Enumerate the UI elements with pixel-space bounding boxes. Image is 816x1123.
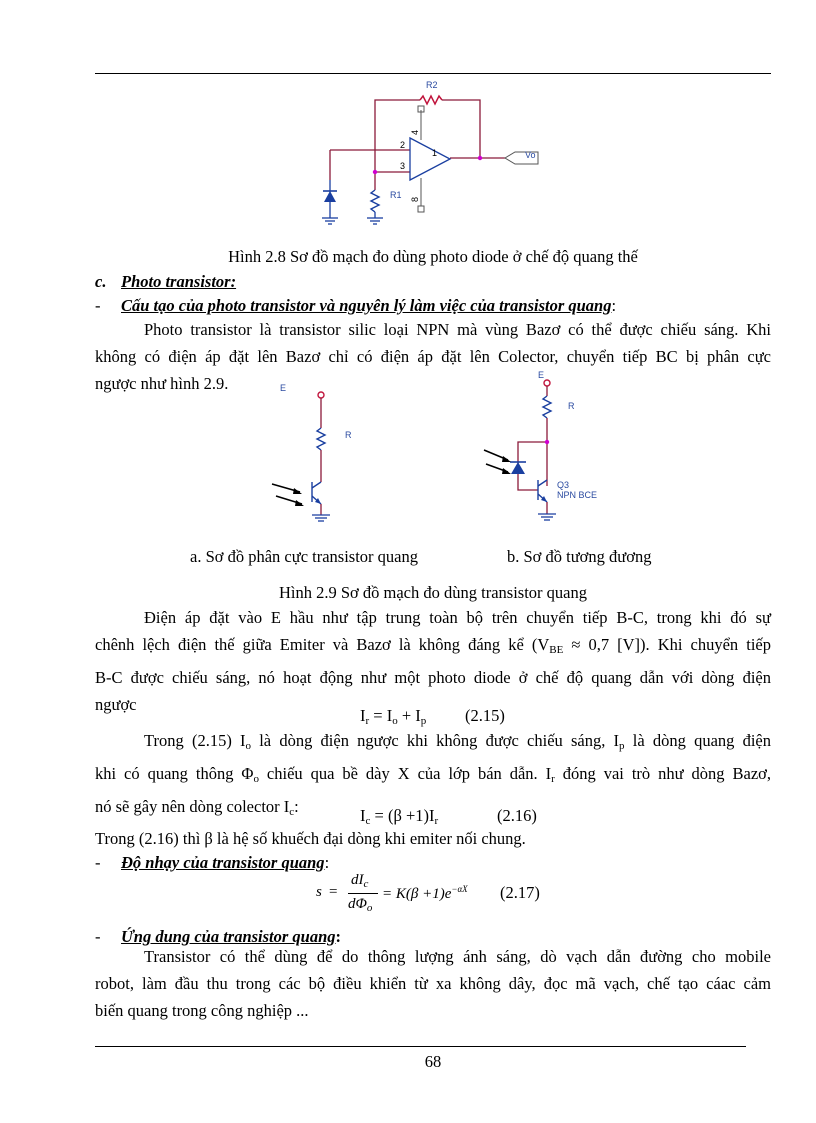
eq217-rhs [382,884,468,903]
eq215-mid-sub: o [392,715,398,727]
label-r-b: R [568,401,575,411]
para1-line3: ngược như hình 2.9. [95,374,229,393]
r1-label: R1 [390,190,402,200]
para3-l3-b: : [294,797,299,816]
para2-line2-a: chênh lệch điện thế giữa Emiter và Bazơ là không đáng kể (V [95,635,550,654]
figure-2-9a-circuit [260,380,380,530]
para3-l2-sub: o [253,773,259,785]
para3-l1-c: là dòng quang điện [624,731,772,750]
label-e-a: E [280,383,287,393]
eq215-plus-sub: p [420,715,427,727]
figure-2-9b-circuit [480,368,620,533]
section-c-title: Photo transistor: [121,272,237,291]
pin-2: 2 [400,140,406,150]
bullet-dash-2: - [95,853,101,872]
paragraph-voltage [95,604,771,718]
para5-line1: Transistor có thể dùng để do thông lượng ánh sáng, dò vạch dẫn đường cho mobile [144,947,771,966]
para2-line2-b: ≈ 0,7 [V]). Khi chuyển tiếp [563,635,771,654]
r2-label: R2 [426,80,438,90]
paragraph-photo-transistor [95,316,771,397]
paragraph-application [95,943,771,1024]
equation-2-15-number: (2.15) [465,706,505,725]
pin-3: 3 [400,161,406,171]
r2-resistor [420,96,442,104]
bullet-structure [95,296,616,316]
eq216-lhs: I [360,806,366,825]
figure-2-8-circuit [320,80,550,230]
pin-8: 8 [410,196,420,202]
para1-line2: không có điện áp đặt lên Bazơ chỉ có điện áp đặt lên Colector, chuyển tiếp BC bị phân cực [95,347,771,366]
para2-line2 [95,631,771,664]
bullet-colon-3: : [335,927,342,946]
pin-1: 1 [432,148,438,158]
equation-2-16 [360,806,438,831]
para3-l2-c: đóng vai trò như dòng Bazơ, [554,764,771,783]
figure-2-9b-subcaption: b. Sơ đồ tương đương [507,547,652,566]
bullet-dash-3: - [95,927,101,946]
para3-line2 [95,760,771,793]
bullet-sensitivity-title: Độ nhạy của transistor quang [121,853,325,872]
bullet-colon-2: : [324,853,330,872]
bullet-colon: : [611,296,617,315]
para3-l2-sub2: r [551,773,555,785]
bullet-application-title: Ứng dung của transistor quang [121,927,336,946]
label-q3: Q3 [557,480,570,490]
para2-line4: ngược [95,695,137,714]
label-r-a: R [345,430,352,440]
photodiode-symbol-b [510,462,526,474]
eq215-plus: + I [397,706,421,725]
resistor-r-a [317,428,325,450]
para2-line1: Điện áp đặt vào E hầu như tập trung toàn bộ trên chuyển tiếp B-C, trong khi đó sự [144,608,771,627]
eq217-fraction-bar [348,893,378,894]
footer-rule [95,1046,746,1047]
para3-l1-sub2: p [619,740,625,752]
para3-l3-sub: c [289,806,295,818]
para3-line1 [95,727,771,760]
para5-line3: biến quang trong công nghiệp ... [95,1001,309,1020]
vo-label: Vo [525,150,536,160]
opamp-triangle [410,138,450,180]
eq217-den: dΦ [348,896,367,912]
para5-line2: robot, làm đầu thu trong các bộ điều khiển từ xa không dây, đọc mã vạch, chế tạo cáac cảm [95,974,771,993]
figure-2-8-caption: Hình 2.8 Sơ đồ mạch đo dùng photo diode ở chế độ quang thế [228,247,638,266]
para3-l2-a: khi có quang thông Φ [95,764,254,783]
header-rule [95,73,771,74]
para1-line1: Photo transistor là transistor silic loại NPN mà vùng Bazơ có thể được chiếu sáng. Khi [144,320,771,339]
eq215-mid: = I [369,706,393,725]
eq217-eq: = [329,884,338,900]
eq215-lhs-sub: r [365,715,370,727]
para3-l2-b: chiếu qua bề dày X của lớp bán dẫn. I [258,764,552,783]
label-e-b: E [538,370,545,380]
vbe-subscript: BE [549,644,564,656]
r1-resistor [371,190,379,212]
page-number: 68 [424,1052,442,1071]
eq216-rhs: = (β +1)I [370,806,435,825]
resistor-r-b [543,396,551,418]
eq217-den-sub: o [366,902,373,914]
pin-4: 4 [410,129,420,135]
photodiode-symbol [323,180,337,212]
eq217-denominator [348,896,372,914]
bullet-structure-title: Cấu tạo của photo transistor và nguyên lý làm việc của transistor quang [121,296,612,315]
para3-l1-b: là dòng điện ngược khi không được chiếu sáng, I [251,731,620,750]
para3-l1-a: Trong (2.15) I [144,731,246,750]
equation-2-17-number: (2.17) [500,883,540,902]
eq216-lhs-sub: c [365,815,371,827]
para3-l3-a: nó sẽ gây nên dòng colector I [95,797,290,816]
para3-l1-sub1: o [245,740,252,752]
eq216-rhs-sub: r [434,815,439,827]
section-c-heading [95,272,236,292]
eq217-rhs-text: = K(β +1)e [382,886,452,902]
eq215-lhs: I [360,706,366,725]
equation-2-16-number: (2.16) [497,806,537,825]
eq217-exponent: −αX [451,884,468,894]
paragraph-beta: Trong (2.16) thì β là hệ số khuếch đại dòng khi emiter nối chung. [95,829,526,848]
bullet-sensitivity [95,853,329,873]
bullet-dash: - [95,296,101,315]
eq217-numerator [351,872,368,890]
eq217-num-sub: c [363,878,369,890]
figure-2-9a-subcaption: a. Sơ đồ phân cực transistor quang [190,547,418,566]
para2-line3: B-C được chiếu sáng, nó hoạt động như một photo diode ở chế độ quang dẫn với dòng điện [95,668,771,687]
label-npn: NPN BCE [557,490,598,500]
eq217-s: s [316,884,322,900]
eq217-num-top: dI [351,872,364,888]
figure-2-9-caption: Hình 2.9 Sơ đồ mạch đo dùng transistor quang [279,583,587,602]
section-c-letter: c. [95,272,107,291]
